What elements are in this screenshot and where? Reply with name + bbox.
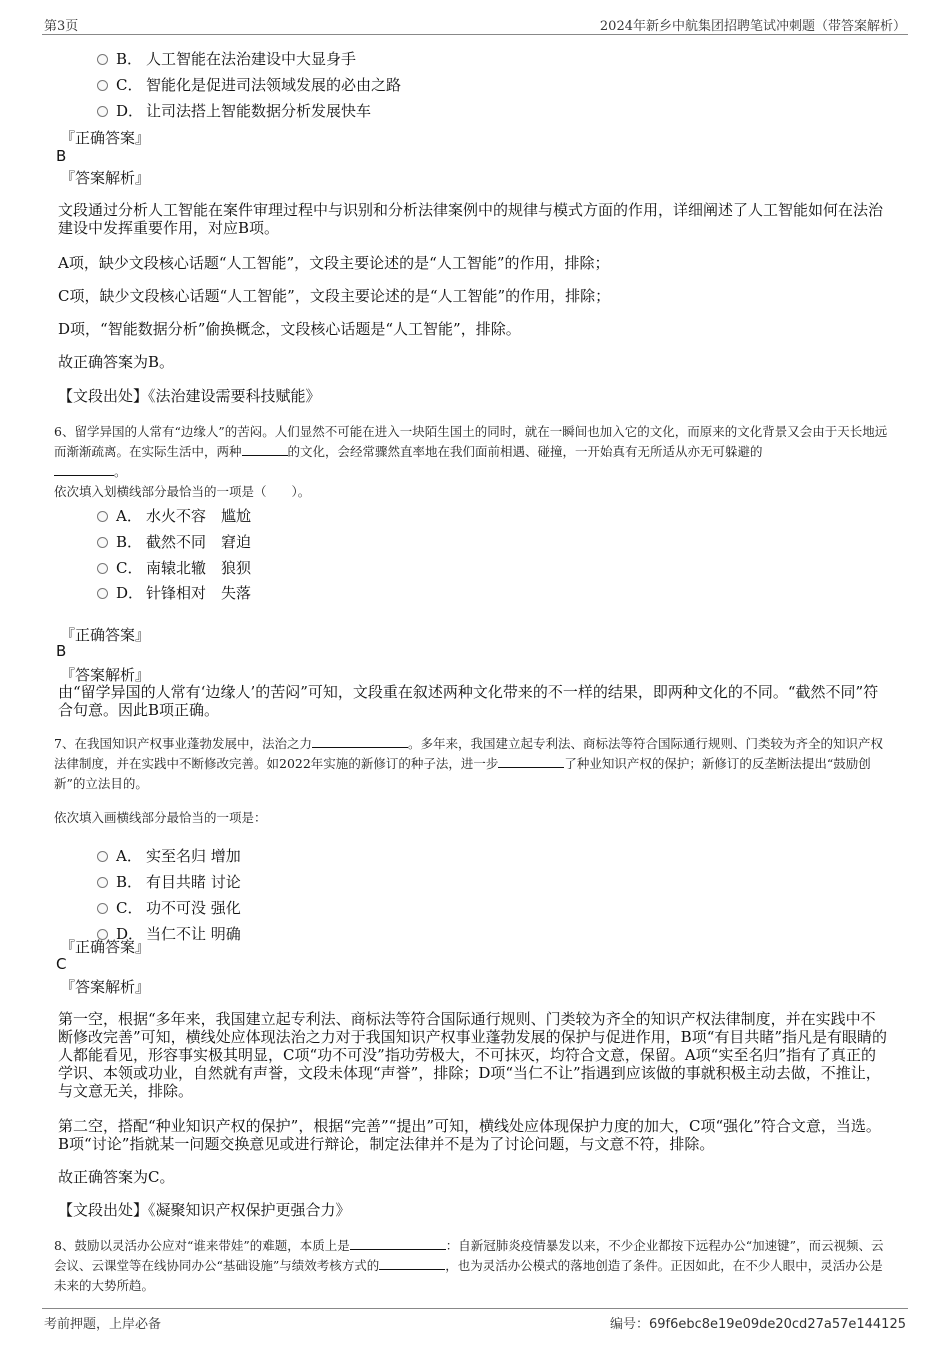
q8-blank-1 [350,1237,446,1250]
q7-blank-1 [312,735,408,748]
q6-prompt: 依次填入划横线部分最恰当的一项是（ ）。 [54,484,311,499]
q5-answer: B [56,147,67,165]
q5-analysis-p3: C项，缺少文段核心话题“人工智能”，文段主要论述的是“人工智能”的作用，排除； [58,287,611,305]
q7-prompt: 依次填入画横线部分最恰当的一项是： [54,810,267,825]
q6-answer-label: 『正确答案』 [60,626,151,644]
q5-analysis-p2: A项，缺少文段核心话题“人工智能”，文段主要论述的是“人工智能”的作用，排除； [58,254,610,272]
q6-blank-2 [54,463,114,476]
radio-icon[interactable] [97,851,108,862]
q5-option-d[interactable]: D． 让司法搭上智能数据分析发展快车 [97,100,371,121]
radio-icon[interactable] [97,588,108,599]
q7-analysis-p1: 第一空，根据“多年来，我国建立起专利法、商标法等符合国际通行规则、门类较为齐全的知识产权法律制度，并在实践中不断修改完善”可知，横线处应体现法治之力对于我国知识产权事业蓬勃发展的保护与促进作用，B项“有目共睹”指凡是有眼睛的人都能看见，形容事实极其明显，C项“功不可没”指功劳极大，不可抹灭，均符合文意，保留。A项“实至名归”指有了真正的学识、本领或功业，自然就有声誉，文段未体现“声誉”，排除；D项“当仁不让”指遇到应该做的事就积极主动去做，不推让，与文意无关，排除。 [58,1010,888,1100]
q7-analysis-p2: 第二空，搭配“种业知识产权的保护”，根据“完善”“提出”可知，横线处应体现保护力度的加大，C项“强化”符合文意，当选。B项“讨论”指就某一问题交换意见或进行辩论，制定法律并不是为了讨论问题，与文意不符，排除。 [58,1117,881,1153]
q5-option-b[interactable]: B． 人工智能在法治建设中大显身手 [97,48,356,69]
radio-icon[interactable] [97,511,108,522]
q6-answer: B [56,642,67,660]
q5-analysis-label: 『答案解析』 [60,169,151,187]
q5-option-c[interactable]: C． 智能化是促进司法领域发展的必由之路 [97,74,401,95]
radio-icon[interactable] [97,80,108,91]
q6-option-b[interactable]: B． 截然不同 窘迫 [97,531,251,552]
radio-icon[interactable] [97,106,108,117]
q8-stem: 8、鼓励以灵活办公应对“谁来带娃”的难题，本质上是 ：自新冠肺炎疫情暴发以来，不少企业都按下远程办公“加速键”，而云视频、云会议、云课堂等在线协同办公“基础设施”与绩效考核方式的 ，也为灵活办公模式的落地创造了条件。正因如此，在不少人眼中，灵活办公是未来的大势所趋。 [54,1238,884,1293]
q7-option-d[interactable]: D． 当仁不让 明确 [97,923,241,944]
q7-analysis-p3: 故正确答案为C。 [58,1168,175,1186]
radio-icon[interactable] [97,877,108,888]
q6-analysis: 由“留学异国的人常有‘边缘人’的苦闷”可知，文段重在叙述两种文化带来的不一样的结果，即两种文化的不同。“截然不同”符合句意。因此B项正确。 [58,683,879,719]
q6-analysis-label: 『答案解析』 [60,666,151,684]
radio-icon[interactable] [97,537,108,548]
q6-option-a[interactable]: A． 水火不容 尴尬 [97,505,251,526]
q7-option-c[interactable]: C． 功不可没 强化 [97,897,241,918]
header-rule [42,34,908,35]
q5-answer-label: 『正确答案』 [60,129,151,147]
radio-icon[interactable] [97,54,108,65]
q6-blank-1 [242,443,288,456]
q6-option-d[interactable]: D． 针锋相对 失落 [97,582,251,603]
radio-icon[interactable] [97,903,108,914]
q7-blank-2 [498,755,564,768]
q5-source: 【文段出处】《法治建设需要科技赋能》 [58,387,321,405]
q7-source: 【文段出处】《凝聚知识产权保护更强合力》 [58,1201,351,1219]
q8-blank-2 [379,1257,445,1270]
document-title: 2024年新乡中航集团招聘笔试冲刺题（带答案解析） [599,19,906,34]
q6-stem: 6、留学异国的人常有“边缘人”的苦闷。人们显然不可能在进入一块陌生国土的同时，就在一瞬间也加入它的文化，而原来的文化背景又会由于天长地远而渐渐疏离。在实际生活中，两种 的文化，会经常骤然直率地在我们面前相遇、碰撞，一开始真有无所适从亦无可躲避的 。 [54,424,888,479]
q5-analysis-p1: 文段通过分析人工智能在案件审理过程中与识别和分析法律案例中的规律与模式方面的作用，详细阐述了人工智能如何在法治建设中发挥重要作用，对应B项。 [58,201,884,237]
q7-analysis-label: 『答案解析』 [60,978,151,996]
q5-analysis-p4: D项，“智能数据分析”偷换概念，文段核心话题是“人工智能”，排除。 [58,320,521,338]
footer-code: 编号：69f6ebc8e19e09de20cd27a57e144125 [609,1317,906,1332]
q7-answer: C [56,955,67,973]
footer-rule [42,1308,908,1309]
q7-stem: 7、在我国知识产权事业蓬勃发展中，法治之力 。多年来，我国建立起专利法、商标法等符合国际通行规则、门类较为齐全的知识产权法律制度，并在实践中不断修改完善。如2022年实施的新修订的种子法，进一步 了种业知识产权的保护；新修订的反垄断法提出“鼓励创新”的立法目的。 [54,736,883,791]
footer-slogan: 考前押题，上岸必备 [44,1317,162,1332]
page-number: 第3页 [44,19,79,34]
q7-option-b[interactable]: B． 有目共睹 讨论 [97,871,241,892]
radio-icon[interactable] [97,563,108,574]
q6-option-c[interactable]: C． 南辕北辙 狼狈 [97,557,251,578]
q5-analysis-p5: 故正确答案为B。 [58,353,175,371]
q7-option-a[interactable]: A． 实至名归 增加 [97,845,241,866]
q7-answer-label: 『正确答案』 [60,938,151,956]
